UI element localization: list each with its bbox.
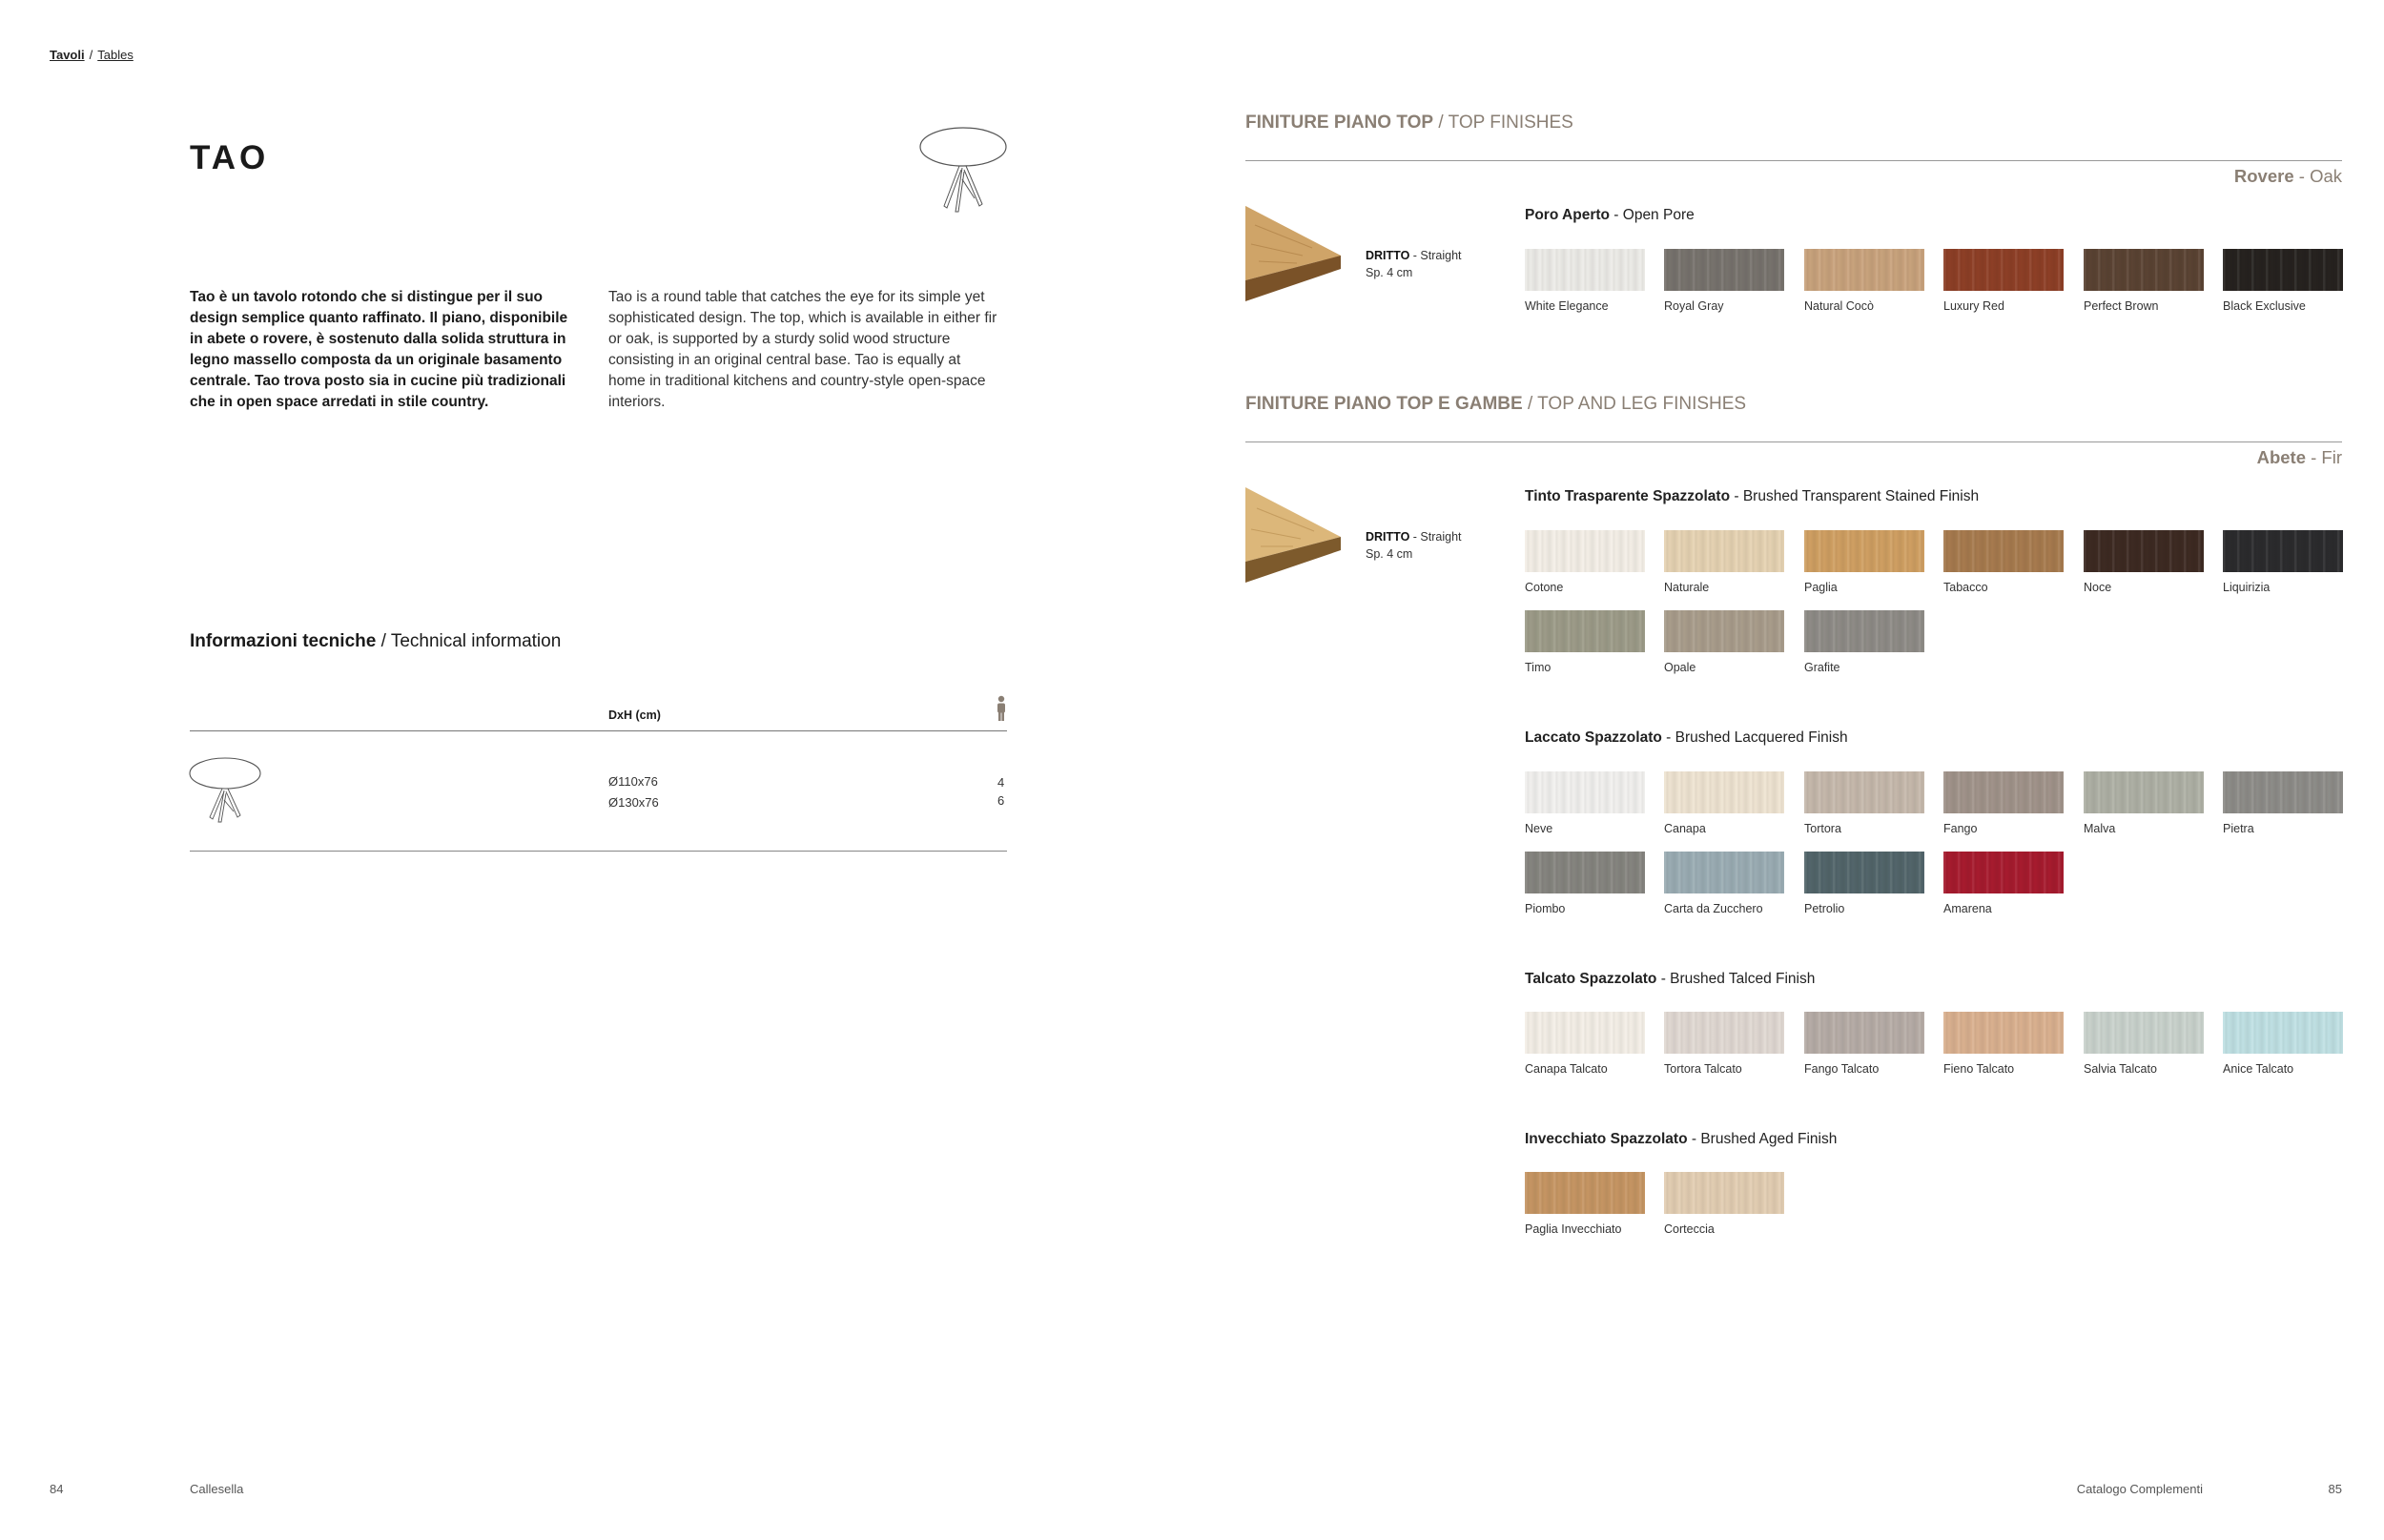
thickness-label: Sp. 4 cm <box>1366 547 1413 561</box>
oak-top-sample-image <box>1245 206 1341 301</box>
swatch-color-chip <box>1525 249 1645 291</box>
finish-swatch <box>1804 610 1924 674</box>
swatch-label: Canapa <box>1664 822 1706 835</box>
technical-title-it: Informazioni tecniche <box>190 631 377 651</box>
swatch-color-chip <box>2223 530 2343 572</box>
swatch-label: Perfect Brown <box>2084 299 2159 313</box>
swatch-label: Corteccia <box>1664 1222 1715 1236</box>
swatch-color-chip <box>1943 771 2064 813</box>
finish-swatch <box>2223 1012 2343 1076</box>
shape-label <box>1366 247 1462 281</box>
shape-name-it: DRITTO <box>1366 530 1410 544</box>
wood-label-oak <box>2234 166 2342 187</box>
breadcrumb-separator: / <box>89 48 93 62</box>
section-title-en: TOP FINISHES <box>1448 113 1573 133</box>
swatch-color-chip <box>1664 610 1784 652</box>
swatch-label: Tortora <box>1804 822 1841 835</box>
finish-swatch <box>2223 249 2343 313</box>
finish-swatch <box>1943 852 2064 915</box>
wood-label-en: - Fir <box>2311 447 2342 467</box>
finish-group-title-it: Laccato Spazzolato <box>1525 729 1662 746</box>
swatch-label: White Elegance <box>1525 299 1609 313</box>
technical-info-title <box>190 631 561 652</box>
footer-brand: Callesella <box>190 1482 244 1496</box>
swatch-color-chip <box>1664 852 1784 893</box>
finish-group-title-en: - Brushed Transparent Stained Finish <box>1734 488 1980 504</box>
swatch-label: Liquirizia <box>2223 581 2271 594</box>
swatch-color-chip <box>1804 249 1924 291</box>
swatch-label: Canapa Talcato <box>1525 1062 1608 1076</box>
swatch-color-chip <box>1664 1172 1784 1214</box>
seats-value: 6 <box>997 793 1005 808</box>
swatch-label: Carta da Zucchero <box>1664 902 1763 915</box>
finish-swatch <box>1664 530 1784 594</box>
finish-swatch <box>1943 249 2064 313</box>
swatch-color-chip <box>1943 852 2064 893</box>
table-sketch-small-icon <box>187 756 263 825</box>
swatch-color-chip <box>2084 771 2204 813</box>
swatch-label: Anice Talcato <box>2223 1062 2294 1076</box>
finish-group-title-it: Invecchiato Spazzolato <box>1525 1131 1688 1147</box>
section-title-top-finishes <box>1245 113 1573 133</box>
swatch-color-chip <box>2084 1012 2204 1054</box>
swatch-color-chip <box>1804 852 1924 893</box>
finish-swatch <box>2084 1012 2204 1076</box>
swatch-grid <box>1525 530 2343 673</box>
finish-swatch <box>1525 1012 1645 1076</box>
finish-swatch <box>2084 249 2204 313</box>
finish-swatch <box>1525 249 1645 313</box>
swatch-color-chip <box>1664 530 1784 572</box>
finish-swatch <box>2084 771 2204 835</box>
thickness-label: Sp. 4 cm <box>1366 266 1413 279</box>
shape-name-it: DRITTO <box>1366 249 1410 262</box>
swatch-color-chip <box>1804 610 1924 652</box>
finish-group-title-it: Poro Aperto <box>1525 207 1610 223</box>
swatch-label: Naturale <box>1664 581 1710 594</box>
swatch-color-chip <box>1943 1012 2064 1054</box>
swatch-label: Petrolio <box>1804 902 1845 915</box>
finish-swatch <box>2084 530 2204 594</box>
swatch-label: Noce <box>2084 581 2112 594</box>
section-title-top-leg-finishes <box>1245 394 1746 415</box>
table-header-divider <box>190 730 1007 731</box>
section-title-it: FINITURE PIANO TOP <box>1245 113 1434 133</box>
swatch-label: Royal Gray <box>1664 299 1724 313</box>
swatch-label: Black Exclusive <box>2223 299 2306 313</box>
finish-swatch <box>1943 530 2064 594</box>
finish-swatch <box>1525 1172 1645 1236</box>
swatch-label: Piombo <box>1525 902 1566 915</box>
breadcrumb-link-tables[interactable]: Tables <box>97 48 134 62</box>
finish-group-title <box>1525 207 1695 224</box>
swatch-label: Luxury Red <box>1943 299 2004 313</box>
finish-swatch <box>1664 610 1784 674</box>
finish-group-title-it: Tinto Trasparente Spazzolato <box>1525 488 1731 504</box>
description-english: Tao is a round table that catches the eye for its simple yet sophisticated design. The top, which is available in either fir or oak, is supported by a sturdy solid wood structure consisting in an original central base. Tao is equally at home in traditional kitchens and country-style open-space interiors. <box>608 289 997 410</box>
swatch-label: Fieno Talcato <box>1943 1062 2015 1076</box>
swatch-label: Tabacco <box>1943 581 1988 594</box>
swatch-label: Tortora Talcato <box>1664 1062 1742 1076</box>
finish-swatch <box>1804 530 1924 594</box>
product-title: TAO <box>190 139 270 176</box>
finish-group-title <box>1525 488 1979 505</box>
swatch-label: Grafite <box>1804 661 1840 674</box>
table-bottom-divider <box>190 851 1007 852</box>
swatch-label: Cotone <box>1525 581 1564 594</box>
swatch-label: Natural Cocò <box>1804 299 1874 313</box>
swatch-color-chip <box>1804 530 1924 572</box>
finish-group-title <box>1525 1131 1837 1148</box>
breadcrumb <box>50 48 134 62</box>
swatch-color-chip <box>2084 530 2204 572</box>
finish-swatch <box>1664 249 1784 313</box>
section-divider <box>1245 441 2342 442</box>
size-row: Ø130x76 <box>608 795 659 810</box>
swatch-label: Paglia <box>1804 581 1838 594</box>
swatch-color-chip <box>2223 1012 2343 1054</box>
swatch-label: Opale <box>1664 661 1696 674</box>
swatch-grid <box>1525 249 2343 313</box>
wood-label-it: Abete <box>2256 447 2306 467</box>
finish-group-title-it: Talcato Spazzolato <box>1525 971 1657 987</box>
finish-swatch <box>1664 852 1784 915</box>
section-title-separator: / <box>1527 394 1533 414</box>
finish-group-title <box>1525 971 1815 988</box>
wood-label-en: - Oak <box>2298 166 2342 186</box>
swatch-color-chip <box>2223 249 2343 291</box>
finish-swatch <box>1525 530 1645 594</box>
swatch-color-chip <box>1525 852 1645 893</box>
swatch-grid <box>1525 1172 2343 1239</box>
finish-swatch <box>1804 249 1924 313</box>
shape-name-en: - Straight <box>1412 530 1462 544</box>
finish-swatch <box>2223 771 2343 835</box>
swatch-color-chip <box>1525 530 1645 572</box>
page-number-right: 85 <box>2328 1482 2342 1496</box>
page-number-left: 84 <box>50 1482 64 1496</box>
finish-swatch <box>2223 530 2343 594</box>
swatch-color-chip <box>1943 530 2064 572</box>
swatch-label: Fango Talcato <box>1804 1062 1880 1076</box>
swatch-label: Paglia Invecchiato <box>1525 1222 1622 1236</box>
section-title-it: FINITURE PIANO TOP E GAMBE <box>1245 394 1523 414</box>
finish-swatch <box>1804 1012 1924 1076</box>
swatch-color-chip <box>1525 1012 1645 1054</box>
finish-swatch <box>1943 771 2064 835</box>
finish-group-title-en: - Brushed Lacquered Finish <box>1666 729 1848 746</box>
technical-title-separator: / <box>380 631 386 651</box>
finish-swatch <box>1525 610 1645 674</box>
shape-label <box>1366 528 1462 563</box>
swatch-color-chip <box>1525 610 1645 652</box>
finish-swatch <box>1525 852 1645 915</box>
finish-swatch <box>1664 771 1784 835</box>
swatch-color-chip <box>1804 771 1924 813</box>
description-italian: Tao è un tavolo rotondo che si distingue per il suo design semplice quanto raffinato. Il piano, disponibile in abete o rovere, è sostenuto dalla solida struttura in legno massello composta da un originale basamento centrale. Tao trova posto sia in cucine più tradizionali che in open space arredati in stile country. <box>190 289 568 410</box>
size-row: Ø110x76 <box>608 774 658 789</box>
seats-value: 4 <box>997 775 1005 790</box>
finish-swatch <box>1943 1012 2064 1076</box>
swatch-color-chip <box>1804 1012 1924 1054</box>
section-divider <box>1245 160 2342 161</box>
table-sketch-icon <box>915 124 1011 216</box>
swatch-label: Timo <box>1525 661 1552 674</box>
wood-label-it: Rovere <box>2233 166 2294 186</box>
shape-name-en: - Straight <box>1412 249 1462 262</box>
finish-swatch <box>1804 771 1924 835</box>
column-header-dxh: DxH (cm) <box>608 708 661 722</box>
section-title-separator: / <box>1438 113 1444 133</box>
person-icon <box>995 695 1008 722</box>
technical-title-en: Technical information <box>390 631 562 651</box>
finish-group-title-en: - Open Pore <box>1613 207 1695 223</box>
swatch-color-chip <box>1664 1012 1784 1054</box>
finish-swatch <box>1664 1012 1784 1076</box>
finish-group-title-en: - Brushed Talced Finish <box>1660 971 1816 987</box>
swatch-color-chip <box>2084 249 2204 291</box>
swatch-color-chip <box>1525 1172 1645 1214</box>
swatch-color-chip <box>1664 771 1784 813</box>
finish-swatch <box>1804 852 1924 915</box>
swatch-label: Fango <box>1943 822 1978 835</box>
swatch-color-chip <box>1525 771 1645 813</box>
swatch-color-chip <box>2223 771 2343 813</box>
finish-swatch <box>1525 771 1645 835</box>
finish-group-title-en: - Brushed Aged Finish <box>1691 1131 1838 1147</box>
finish-swatch <box>1664 1172 1784 1236</box>
swatch-label: Salvia Talcato <box>2084 1062 2157 1076</box>
breadcrumb-link-tavoli[interactable]: Tavoli <box>50 48 85 62</box>
swatch-color-chip <box>1664 249 1784 291</box>
fir-top-sample-image <box>1245 487 1341 583</box>
section-title-en: TOP AND LEG FINISHES <box>1537 394 1747 414</box>
finish-group-title <box>1525 729 1848 747</box>
footer-catalog-name: Catalogo Complementi <box>2076 1482 2203 1496</box>
swatch-label: Malva <box>2084 822 2116 835</box>
swatch-label: Neve <box>1525 822 1553 835</box>
wood-label-fir <box>2257 447 2342 468</box>
swatch-grid <box>1525 771 2343 914</box>
swatch-label: Amarena <box>1943 902 1992 915</box>
swatch-color-chip <box>1943 249 2064 291</box>
swatch-label: Pietra <box>2223 822 2254 835</box>
swatch-grid <box>1525 1012 2343 1078</box>
